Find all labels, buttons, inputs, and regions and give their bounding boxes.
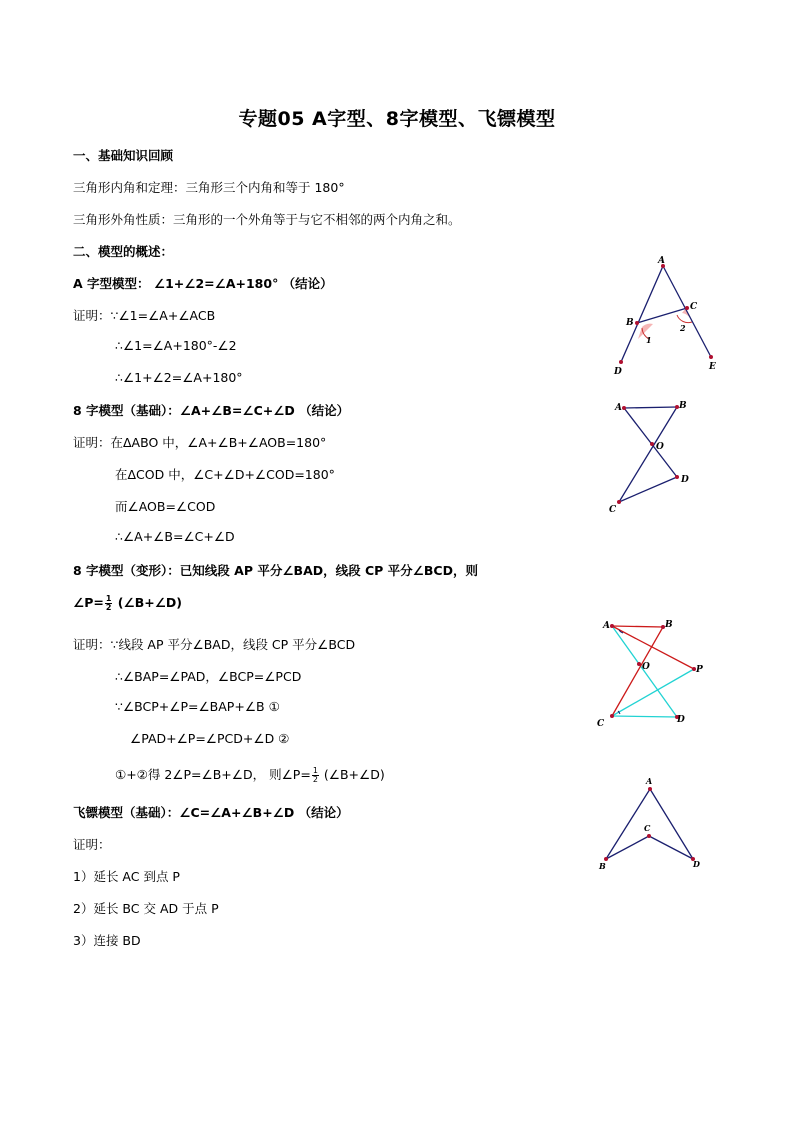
page-title: 专题05 A字型、8字模型、飞镖模型 bbox=[238, 108, 556, 130]
eight-variant-proof-5: ①+②得 2∠P=∠B+∠D， 则∠P= $\frac{1}{2}$ (∠B+∠D) bbox=[115, 766, 385, 784]
eight-basic-figure bbox=[600, 395, 710, 520]
svg-text:O: O bbox=[656, 442, 664, 452]
line-ae bbox=[663, 266, 711, 357]
label-c: C bbox=[690, 302, 698, 312]
conclusion-left: ∠P= bbox=[73, 595, 104, 610]
svg-text:C: C bbox=[644, 823, 651, 833]
svg-text:A: A bbox=[646, 776, 653, 786]
dart-title: 飞镖模型（基础）：∠C=∠A+∠B+∠D （结论） bbox=[73, 805, 349, 820]
dart-step-2: 2）延长 BC 交 AD 于点 P bbox=[73, 901, 219, 916]
eight-variant-title: 8 字模型（变形）：已知线段 AP 平分∠BAD，线段 CP 平分∠BCD，则 bbox=[73, 563, 478, 578]
eight-basic-proof-3: 而∠AOB=∠COD bbox=[115, 499, 216, 514]
eight-variant-proof-2: ∴∠BAP=∠PAD，∠BCP=∠PCD bbox=[115, 669, 302, 684]
eight-variant-proof-4: ∠PAD+∠P=∠PCD+∠D ② bbox=[130, 731, 290, 746]
label-d: D bbox=[614, 367, 622, 377]
eight-variant-proof-1: 证明：∵线段 AP 平分∠BAD，线段 CP 平分∠BCD bbox=[73, 637, 356, 652]
dart-proof-label: 证明： bbox=[73, 837, 111, 852]
line-ad bbox=[621, 266, 663, 362]
half-fraction: $\frac{1}{2}$ bbox=[105, 594, 112, 612]
a-model-proof-1: 证明：∵∠1=∠A+∠ACB bbox=[73, 308, 216, 323]
a-model-proof-2: ∴∠1=∠A+180°-∠2 bbox=[115, 338, 237, 353]
svg-text:D: D bbox=[681, 475, 689, 485]
label-2: 2 bbox=[680, 323, 686, 333]
theorem-line: 三角形内角和定理：三角形三个内角和等于 180° bbox=[73, 180, 345, 195]
dart-step-3: 3）连接 BD bbox=[73, 933, 141, 948]
svg-text:D: D bbox=[677, 715, 685, 725]
svg-text:O: O bbox=[642, 662, 650, 672]
svg-text:A: A bbox=[603, 621, 610, 631]
exterior-angle-line: 三角形外角性质：三角形的一个外角等于与它不相邻的两个内角之和。 bbox=[73, 212, 461, 227]
eight-variant-conclusion bbox=[73, 595, 182, 612]
eight-variant-proof-3: ∵∠BCP+∠P=∠BAP+∠B ① bbox=[115, 699, 280, 714]
eight-basic-title: 8 字模型（基础）：∠A+∠B=∠C+∠D （结论） bbox=[73, 403, 350, 418]
dart-step-1: 1）延长 AC 到点 P bbox=[73, 869, 180, 884]
conclusion-right: (∠B+∠D) bbox=[117, 595, 182, 610]
a-model-figure bbox=[600, 250, 730, 380]
svg-text:D: D bbox=[693, 859, 700, 869]
svg-text:B: B bbox=[679, 401, 687, 411]
svg-text:A: A bbox=[615, 403, 622, 413]
eight-basic-proof-4: ∴∠A+∠B=∠C+∠D bbox=[115, 529, 235, 544]
a-model-proof-3: ∴∠1+∠2=∠A+180° bbox=[115, 370, 243, 385]
label-a: A bbox=[658, 256, 665, 266]
section1-heading: 一、基础知识回顾 bbox=[73, 148, 174, 163]
label-1: 1 bbox=[646, 335, 652, 345]
label-b: B bbox=[626, 318, 634, 328]
a-model-title: A 字型模型： ∠1+∠2=∠A+180° （结论） bbox=[73, 276, 333, 291]
line-bc bbox=[637, 308, 687, 323]
eight-basic-proof-1: 证明：在ΔABO 中，∠A+∠B+∠AOB=180° bbox=[73, 435, 327, 450]
section2-heading: 二、模型的概述： bbox=[73, 244, 174, 259]
label-e: E bbox=[709, 362, 716, 372]
svg-text:B: B bbox=[599, 861, 606, 871]
svg-text:C: C bbox=[597, 719, 605, 729]
eight-variant-figure bbox=[590, 615, 710, 735]
svg-text:C: C bbox=[609, 505, 617, 515]
dart-figure bbox=[595, 775, 710, 875]
half-fraction-2: $\frac{1}{2}$ bbox=[312, 766, 318, 784]
eight-basic-proof-2: 在ΔCOD 中，∠C+∠D+∠COD=180° bbox=[115, 467, 335, 482]
svg-text:B: B bbox=[665, 620, 673, 630]
svg-text:P: P bbox=[696, 665, 703, 675]
